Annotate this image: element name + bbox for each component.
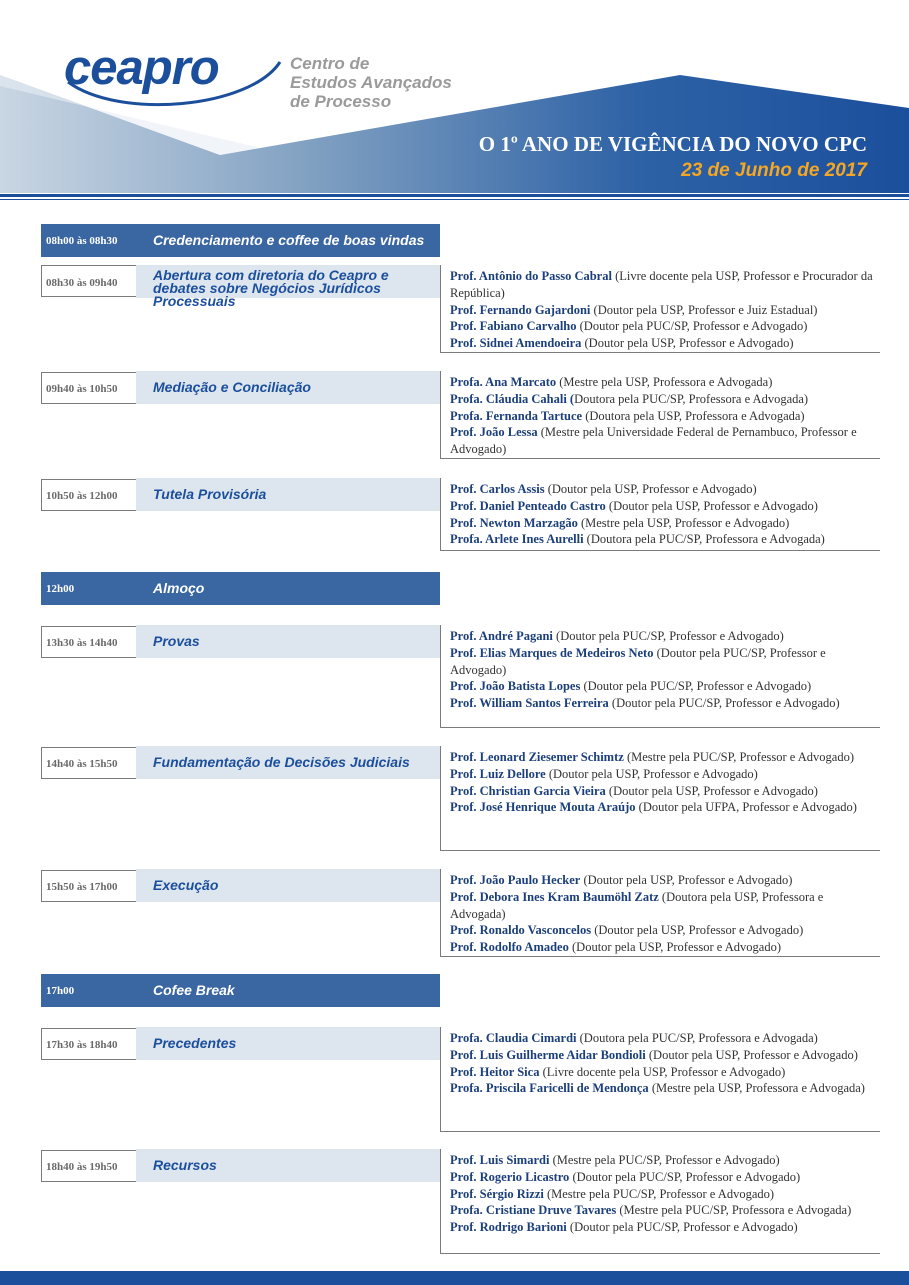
speaker: Prof. João Lessa (Mestre pela Universidade Federal de Pernambuco, Professor e Advogado) — [450, 425, 857, 457]
event-title: O 1º ANO DE VIGÊNCIA DO NOVO CPC — [478, 132, 867, 156]
speaker-list — [440, 625, 880, 728]
session-time: 13h30 às 14h40 — [46, 637, 118, 649]
speaker: Prof. Carlos Assis (Doutor pela USP, Professor e Advogado) — [450, 482, 757, 496]
session-title: Credenciamento e coffee de boas vindas — [153, 232, 425, 248]
session-title: Cofee Break — [153, 982, 235, 998]
logo-swoosh-icon — [60, 50, 290, 110]
speaker: Profa. Cláudia Cahali (Doutora pela PUC/SP, Professora e Advogada) — [450, 391, 809, 406]
speaker-list — [440, 265, 880, 353]
speaker: Prof. João Paulo Hecker (Doutor pela USP, Professor e Advogado) — [450, 873, 793, 887]
speaker: Prof. Sérgio Rizzi (Mestre pela PUC/SP, Professor e Advogado) — [450, 1186, 775, 1201]
session-time: 08h00 às 08h30 — [46, 235, 118, 247]
speaker: Prof. Rodolfo Amadeo (Doutor pela USP, Professor e Advogado) — [450, 940, 782, 955]
session-title: Almoço — [153, 580, 205, 596]
highlight-bar — [41, 572, 440, 605]
speaker: Prof. Christian Garcia Vieira (Doutor pela USP, Professor e Advogado) — [450, 783, 818, 798]
speaker: Prof. William Santos Ferreira (Doutor pela PUC/SP, Professor e Advogado) — [450, 696, 840, 711]
session-title: Abertura com diretoria do Ceapro e debates sobre Negócios Jurídicos Processuais — [153, 267, 389, 309]
speaker: Profa. Claudia Cimardi (Doutora pela PUC/SP, Professora e Advogada) — [450, 1031, 818, 1045]
speaker-list — [440, 371, 880, 459]
speaker-list — [440, 478, 880, 551]
speaker: Prof. José Henrique Mouta Araújo (Doutor pela UFPA, Professor e Advogado) — [450, 800, 857, 815]
speaker: Prof. Rodrigo Barioni (Doutor pela PUC/SP, Professor e Advogado) — [450, 1220, 798, 1235]
speaker: Prof. Daniel Penteado Castro (Doutor pela USP, Professor e Advogado) — [450, 498, 818, 513]
session-title: Precedentes — [153, 1035, 237, 1051]
speaker: Prof. Rogerio Licastro (Doutor pela PUC/SP, Professor e Advogado) — [450, 1169, 801, 1184]
header-divider — [0, 194, 909, 197]
speaker: Prof. Antônio do Passo Cabral (Livre docente pela USP, Professor e Procurador da República) — [450, 269, 873, 300]
speaker: Profa. Arlete Ines Aurelli (Doutora pela PUC/SP, Professora e Advogada) — [450, 532, 825, 547]
speaker: Prof. Fabiano Carvalho (Doutor pela PUC/SP, Professor e Advogado) — [450, 319, 808, 334]
session-time: 15h50 às 17h00 — [46, 881, 118, 893]
highlight-bar — [41, 224, 440, 257]
tagline-line-1: Centro de — [290, 54, 370, 73]
speaker: Prof. Ronaldo Vasconcelos (Doutor pela USP, Professor e Advogado) — [450, 923, 804, 938]
session-time: 10h50 às 12h00 — [46, 490, 118, 502]
speaker: Prof. Newton Marzagão (Mestre pela USP, Professor e Advogado) — [450, 515, 790, 530]
session-time: 17h30 às 18h40 — [46, 1039, 118, 1051]
speaker: Prof. Fernando Gajardoni (Doutor pela USP, Professor e Juiz Estadual) — [450, 302, 818, 317]
speaker: Prof. Luiz Dellore (Doutor pela USP, Professor e Advogado) — [450, 766, 758, 781]
speaker-list — [440, 746, 880, 851]
session-title: Recursos — [153, 1157, 217, 1173]
header-divider-thin — [0, 199, 909, 200]
speaker: Profa. Cristiane Druve Tavares (Mestre pela PUC/SP, Professora e Advogada) — [450, 1203, 852, 1218]
session-time: 09h40 às 10h50 — [46, 383, 118, 395]
speaker-list — [440, 1027, 880, 1132]
speaker: Prof. Sidnei Amendoeira (Doutor pela USP, Professor e Advogado) — [450, 336, 794, 351]
session-time: 18h40 às 19h50 — [46, 1161, 118, 1173]
session-title: Execução — [153, 877, 219, 893]
session-title: Fundamentação de Decisões Judiciais — [153, 754, 410, 770]
speaker-list — [440, 1149, 880, 1254]
footer-bar — [0, 1271, 909, 1285]
event-date: 23 de Junho de 2017 — [681, 160, 867, 181]
speaker: Profa. Priscila Faricelli de Mendonça (Mestre pela USP, Professora e Advogada) — [450, 1081, 865, 1096]
speaker: Prof. Luis Guilherme Aidar Bondioli (Doutor pela USP, Professor e Advogado) — [450, 1047, 858, 1062]
tagline-line-3: de Processo — [290, 92, 392, 111]
speaker: Prof. Leonard Ziesemer Schimtz (Mestre pela PUC/SP, Professor e Advogado) — [450, 750, 855, 764]
session-title: Provas — [153, 633, 200, 649]
speaker: Profa. Ana Marcato (Mestre pela USP, Professora e Advogada) — [450, 375, 773, 389]
speaker: Prof. Luis Simardi (Mestre pela PUC/SP, Professor e Advogado) — [450, 1153, 780, 1167]
session-time: 14h40 às 15h50 — [46, 758, 118, 770]
speaker: Prof. Elias Marques de Medeiros Neto (Doutor pela PUC/SP, Professor e Advogado) — [450, 645, 826, 677]
page-header — [0, 0, 909, 200]
speaker: Prof. Debora Ines Kram Baumöhl Zatz (Doutora pela USP, Professora e Advogada) — [450, 889, 824, 921]
session-time: 17h00 — [46, 985, 75, 997]
speaker: Prof. Heitor Sica (Livre docente pela USP, Professor e Advogado) — [450, 1064, 786, 1079]
speaker-list — [440, 869, 880, 957]
session-time: 12h00 — [46, 583, 75, 595]
speaker: Prof. João Batista Lopes (Doutor pela PUC/SP, Professor e Advogado) — [450, 679, 812, 694]
speaker: Prof. André Pagani (Doutor pela PUC/SP, Professor e Advogado) — [450, 629, 784, 643]
tagline-line-2: Estudos Avançados — [290, 73, 452, 92]
speaker: Profa. Fernanda Tartuce (Doutora pela USP, Professora e Advogada) — [450, 408, 805, 423]
session-title: Tutela Provisória — [153, 486, 267, 502]
highlight-bar — [41, 974, 440, 1007]
session-time: 08h30 às 09h40 — [46, 277, 118, 289]
session-title: Mediação e Conciliação — [153, 379, 311, 395]
ceapro-logo: ceapro — [64, 41, 219, 95]
